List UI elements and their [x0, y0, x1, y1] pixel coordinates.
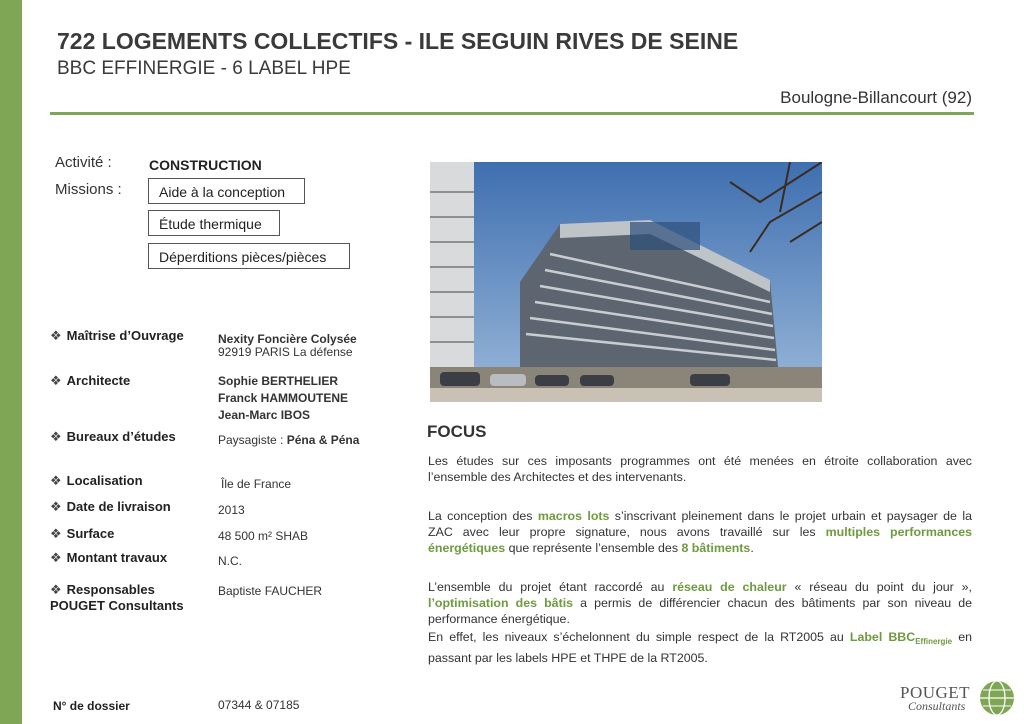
- location-text: Boulogne-Billancourt (92): [780, 88, 972, 107]
- diamond-bullet-icon: ❖: [50, 499, 62, 514]
- company-logo-subtext: Consultants: [908, 699, 966, 713]
- mission-box: Aide à la conception: [148, 178, 305, 204]
- missions-label: Missions :: [55, 181, 122, 198]
- activite-value: CONSTRUCTION: [149, 157, 262, 173]
- architecte-label: ❖ Architecte: [50, 373, 131, 388]
- header-divider: [50, 112, 974, 115]
- mission-box: Étude thermique: [148, 210, 280, 236]
- dossier-label: N° de dossier: [53, 699, 130, 713]
- localisation-label: ❖ Localisation: [50, 473, 143, 488]
- diamond-bullet-icon: ❖: [50, 429, 62, 444]
- architecte-value: [218, 373, 348, 424]
- focus-heading: FOCUS: [427, 422, 487, 441]
- mission-box: Déperditions pièces/pièces: [148, 243, 350, 269]
- building-photo: [430, 162, 822, 402]
- diamond-bullet-icon: ❖: [50, 473, 62, 488]
- montant-value: N.C.: [218, 554, 242, 568]
- montant-label: ❖ Montant travaux: [50, 550, 168, 565]
- diamond-bullet-icon: ❖: [50, 373, 62, 388]
- focus-paragraph-4: En effet, les niveaux s’échelonnent du simple respect de la RT2005 au Label $BBC_{Effinergie}$ en passant par les labels HPE et THPE de la RT2005.: [428, 630, 973, 665]
- responsables-value: Baptiste FAUCHER: [218, 584, 323, 598]
- focus-paragraph-3: L’ensemble du projet étant raccordé au réseau de chaleur « réseau du point du jour », l’optimisation des bâtis a permis de différencier chacun des bâtiments par son niveau de performance énergétique.: [428, 580, 972, 626]
- architect-name: Sophie BERTHELIER: [218, 374, 339, 388]
- surface-label: ❖ Surface: [50, 526, 115, 541]
- architect-name: Franck HAMMOUTENE: [218, 391, 349, 405]
- globe-logo-icon: [978, 679, 1016, 717]
- maitrise-address: 92919 PARIS La défense: [218, 345, 353, 359]
- focus-paragraph-1: Les études sur ces imposants programmes ont été menées en étroite collaboration avec l’ensemble des Architectes et des intervenants.: [428, 454, 972, 484]
- bureaux-value: Paysagiste : Péna & Péna: [218, 433, 360, 447]
- maitrise-name: Nexity Foncière Colysée: [218, 332, 357, 346]
- page-title: 722 LOGEMENTS COLLECTIFS - ILE SEGUIN RIVES DE SEINE: [57, 28, 739, 54]
- page-subtitle: BBC EFFINERGIE - 6 LABEL HPE: [57, 58, 351, 79]
- company-logo-text: POUGET: [900, 683, 971, 702]
- livraison-label: ❖ Date de livraison: [50, 499, 171, 514]
- responsables-label: ❖ Responsables POUGET Consultants: [50, 582, 184, 613]
- architect-name: Jean-Marc IBOS: [218, 408, 311, 422]
- bureaux-label: ❖ Bureaux d’études: [50, 429, 176, 444]
- diamond-bullet-icon: ❖: [50, 328, 62, 343]
- maitrise-label: ❖ Maîtrise d’Ouvrage: [50, 328, 184, 343]
- livraison-value: 2013: [218, 503, 245, 517]
- dossier-value: 07344 & 07185: [218, 698, 300, 712]
- diamond-bullet-icon: ❖: [50, 550, 62, 565]
- activite-label: Activité :: [55, 154, 112, 171]
- maitrise-value: [218, 331, 357, 361]
- diamond-bullet-icon: ❖: [50, 582, 62, 597]
- left-accent-bar: [0, 0, 22, 724]
- surface-value: 48 500 m² SHAB: [218, 529, 309, 543]
- diamond-bullet-icon: ❖: [50, 526, 62, 541]
- localisation-value: Île de France: [221, 477, 292, 491]
- focus-paragraph-2: La conception des macros lots s’inscrivant pleinement dans le projet urbain et paysager de la ZAC avec leur propre signature, nous avons travaillé sur les multiples performances énergétiques que représente l’ensemble des 8 bâtiments.: [428, 509, 972, 555]
